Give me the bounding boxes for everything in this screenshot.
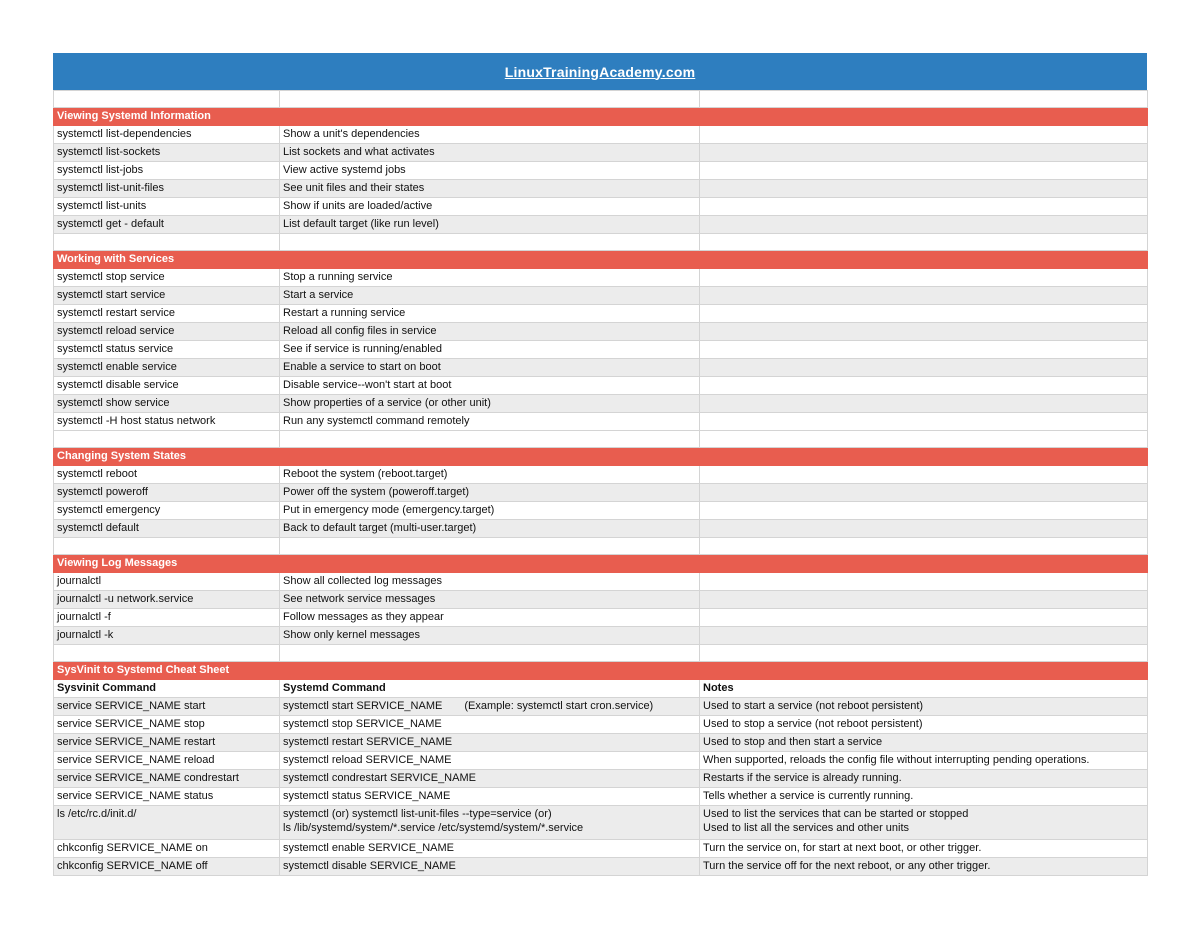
blank-row	[54, 645, 1148, 662]
systemd-command: systemctl restart SERVICE_NAME	[283, 736, 453, 748]
notes-text: Used to stop and then start a service	[703, 736, 883, 748]
section-title: Working with Services	[54, 251, 1148, 269]
table-row	[54, 627, 1148, 645]
systemd-cell	[280, 840, 700, 858]
empty-cell	[700, 609, 1148, 627]
empty-cell	[54, 91, 280, 108]
command-cell: systemctl -H host status network	[54, 413, 280, 431]
empty-cell	[700, 538, 1148, 555]
command-cell: systemctl reboot	[54, 466, 280, 484]
table-row	[54, 269, 1148, 287]
empty-cell	[700, 216, 1148, 234]
notes-cell	[700, 806, 1148, 840]
notes-text: Tells whether a service is currently running.	[703, 790, 914, 802]
description-cell: Put in emergency mode (emergency.target)	[280, 502, 700, 520]
empty-cell	[700, 323, 1148, 341]
systemd-cell	[280, 788, 700, 806]
notes-cell	[700, 858, 1148, 876]
description-cell: Follow messages as they appear	[280, 609, 700, 627]
table-row	[54, 466, 1148, 484]
empty-cell	[700, 431, 1148, 448]
table-row	[54, 323, 1148, 341]
empty-cell	[700, 520, 1148, 538]
notes-cell	[700, 788, 1148, 806]
description-cell: Show if units are loaded/active	[280, 198, 700, 216]
empty-cell	[280, 645, 700, 662]
table-row	[54, 162, 1148, 180]
sysvinit-cell: service SERVICE_NAME stop	[54, 716, 280, 734]
table-row	[54, 591, 1148, 609]
empty-cell	[54, 645, 280, 662]
systemd-cell	[280, 858, 700, 876]
empty-cell	[700, 91, 1148, 108]
sysvinit-cell: chkconfig SERVICE_NAME on	[54, 840, 280, 858]
description-cell: List default target (like run level)	[280, 216, 700, 234]
table-row	[54, 520, 1148, 538]
empty-cell	[700, 305, 1148, 323]
table-row	[54, 341, 1148, 359]
section-title: Changing System States	[54, 448, 1148, 466]
section-title: Viewing Systemd Information	[54, 108, 1148, 126]
empty-cell	[700, 180, 1148, 198]
table-row	[54, 216, 1148, 234]
table-row	[54, 573, 1148, 591]
command-cell: systemctl enable service	[54, 359, 280, 377]
empty-cell	[54, 431, 280, 448]
sysvinit-cell: ls /etc/rc.d/init.d/	[54, 806, 280, 840]
sysvinit-cell: service SERVICE_NAME restart	[54, 734, 280, 752]
description-cell: Enable a service to start on boot	[280, 359, 700, 377]
empty-cell	[700, 466, 1148, 484]
blank-row	[54, 91, 1148, 108]
command-cell: journalctl -f	[54, 609, 280, 627]
description-cell: Start a service	[280, 287, 700, 305]
table-row	[54, 840, 1148, 858]
systemd-cell	[280, 716, 700, 734]
empty-cell	[54, 234, 280, 251]
command-cell: systemctl show service	[54, 395, 280, 413]
systemd-cell	[280, 734, 700, 752]
table-row	[54, 858, 1148, 876]
description-cell: Show a unit's dependencies	[280, 126, 700, 144]
section-header	[54, 108, 1148, 126]
table-row	[54, 484, 1148, 502]
description-cell: Reboot the system (reboot.target)	[280, 466, 700, 484]
empty-cell	[700, 484, 1148, 502]
notes-text: Used to list the services that can be started or stopped	[703, 808, 969, 820]
description-cell: Stop a running service	[280, 269, 700, 287]
systemd-example: (Example: systemctl start cron.service)	[464, 700, 654, 712]
description-cell: Show only kernel messages	[280, 627, 700, 645]
notes-text: Turn the service off for the next reboot, or any other trigger.	[703, 860, 991, 872]
command-cell: systemctl list-dependencies	[54, 126, 280, 144]
section-header	[54, 662, 1148, 680]
command-cell: systemctl list-jobs	[54, 162, 280, 180]
table-row	[54, 788, 1148, 806]
empty-cell	[700, 144, 1148, 162]
empty-cell	[280, 91, 700, 108]
empty-cell	[700, 287, 1148, 305]
command-cell: systemctl get - default	[54, 216, 280, 234]
notes-cell	[700, 840, 1148, 858]
description-cell: Disable service--won't start at boot	[280, 377, 700, 395]
notes-text: Turn the service on, for start at next boot, or other trigger.	[703, 842, 982, 854]
systemd-command: systemctl status SERVICE_NAME	[283, 790, 451, 802]
notes-text: Restarts if the service is already running.	[703, 772, 902, 784]
command-cell: systemctl list-unit-files	[54, 180, 280, 198]
empty-cell	[700, 502, 1148, 520]
systemd-cell	[280, 770, 700, 788]
description-cell: Show all collected log messages	[280, 573, 700, 591]
systemd-command-line2: ls /lib/systemd/system/*.service /etc/systemd/system/*.service	[283, 822, 584, 834]
command-cell: journalctl	[54, 573, 280, 591]
empty-cell	[700, 395, 1148, 413]
empty-cell	[700, 627, 1148, 645]
table-row	[54, 126, 1148, 144]
empty-cell	[54, 538, 280, 555]
systemd-command: systemctl stop SERVICE_NAME	[283, 718, 442, 730]
table-row	[54, 698, 1148, 716]
systemd-command: systemctl (or) systemctl list-unit-files --type=service (or)	[283, 808, 552, 820]
command-cell: systemctl emergency	[54, 502, 280, 520]
cheat-table	[53, 90, 1148, 876]
empty-cell	[700, 413, 1148, 431]
notes-text-line2: Used to list all the services and other units	[703, 822, 910, 834]
column-header-row	[54, 680, 1148, 698]
description-cell: See unit files and their states	[280, 180, 700, 198]
description-cell: Power off the system (poweroff.target)	[280, 484, 700, 502]
column-header: Systemd Command	[280, 680, 700, 698]
command-cell: systemctl reload service	[54, 323, 280, 341]
table-row	[54, 770, 1148, 788]
table-row	[54, 305, 1148, 323]
description-cell: See network service messages	[280, 591, 700, 609]
description-cell: Run any systemctl command remotely	[280, 413, 700, 431]
command-cell: systemctl disable service	[54, 377, 280, 395]
command-cell: systemctl status service	[54, 341, 280, 359]
systemd-cell	[280, 806, 700, 840]
empty-cell	[700, 377, 1148, 395]
empty-cell	[700, 341, 1148, 359]
empty-cell	[700, 573, 1148, 591]
site-link[interactable]: LinuxTrainingAcademy.com	[504, 63, 696, 80]
blank-row	[54, 538, 1148, 555]
description-cell: View active systemd jobs	[280, 162, 700, 180]
empty-cell	[700, 269, 1148, 287]
table-row	[54, 377, 1148, 395]
command-cell: journalctl -k	[54, 627, 280, 645]
table-row	[54, 806, 1148, 840]
table-body	[54, 91, 1148, 876]
table-row	[54, 144, 1148, 162]
command-cell: systemctl start service	[54, 287, 280, 305]
description-cell: List sockets and what activates	[280, 144, 700, 162]
notes-cell	[700, 770, 1148, 788]
notes-cell	[700, 716, 1148, 734]
systemd-command: systemctl start SERVICE_NAME	[283, 700, 443, 712]
command-cell: systemctl restart service	[54, 305, 280, 323]
column-header: Notes	[700, 680, 1148, 698]
notes-text: When supported, reloads the config file without interrupting pending operations.	[703, 754, 1090, 766]
section-header	[54, 448, 1148, 466]
table-row	[54, 198, 1148, 216]
table-row	[54, 734, 1148, 752]
sysvinit-cell: service SERVICE_NAME status	[54, 788, 280, 806]
command-cell: systemctl list-sockets	[54, 144, 280, 162]
systemd-command: systemctl disable SERVICE_NAME	[283, 860, 456, 872]
description-cell: See if service is running/enabled	[280, 341, 700, 359]
systemd-command: systemctl condrestart SERVICE_NAME	[283, 772, 476, 784]
command-cell: systemctl list-units	[54, 198, 280, 216]
systemd-command: systemctl enable SERVICE_NAME	[283, 842, 454, 854]
empty-cell	[700, 645, 1148, 662]
sysvinit-cell: service SERVICE_NAME start	[54, 698, 280, 716]
table-row	[54, 180, 1148, 198]
command-cell: systemctl default	[54, 520, 280, 538]
description-cell: Restart a running service	[280, 305, 700, 323]
notes-text: Used to stop a service (not reboot persistent)	[703, 718, 923, 730]
notes-cell	[700, 734, 1148, 752]
blank-row	[54, 234, 1148, 251]
systemd-cell	[280, 698, 700, 716]
empty-cell	[700, 359, 1148, 377]
notes-text: Used to start a service (not reboot persistent)	[703, 700, 924, 712]
sysvinit-cell: service SERVICE_NAME reload	[54, 752, 280, 770]
table-row	[54, 716, 1148, 734]
sysvinit-cell: chkconfig SERVICE_NAME off	[54, 858, 280, 876]
notes-cell	[700, 698, 1148, 716]
section-header	[54, 251, 1148, 269]
table-row	[54, 502, 1148, 520]
cheat-sheet	[53, 53, 1147, 876]
sysvinit-cell: service SERVICE_NAME condrestart	[54, 770, 280, 788]
table-row	[54, 359, 1148, 377]
empty-cell	[700, 591, 1148, 609]
command-cell: journalctl -u network.service	[54, 591, 280, 609]
blank-row	[54, 431, 1148, 448]
empty-cell	[280, 538, 700, 555]
empty-cell	[700, 162, 1148, 180]
section-title: Viewing Log Messages	[54, 555, 1148, 573]
description-cell: Show properties of a service (or other unit)	[280, 395, 700, 413]
table-row	[54, 413, 1148, 431]
description-cell: Reload all config files in service	[280, 323, 700, 341]
section-title: SysVinit to Systemd Cheat Sheet	[54, 662, 1148, 680]
empty-cell	[280, 234, 700, 251]
systemd-cell	[280, 752, 700, 770]
command-cell: systemctl poweroff	[54, 484, 280, 502]
empty-cell	[700, 126, 1148, 144]
empty-cell	[280, 431, 700, 448]
table-row	[54, 395, 1148, 413]
table-row	[54, 609, 1148, 627]
description-cell: Back to default target (multi-user.target)	[280, 520, 700, 538]
section-header	[54, 555, 1148, 573]
empty-cell	[700, 198, 1148, 216]
empty-cell	[700, 234, 1148, 251]
command-cell: systemctl stop service	[54, 269, 280, 287]
table-row	[54, 752, 1148, 770]
notes-cell	[700, 752, 1148, 770]
title-banner	[53, 53, 1147, 90]
systemd-command: systemctl reload SERVICE_NAME	[283, 754, 452, 766]
column-header: Sysvinit Command	[54, 680, 280, 698]
table-row	[54, 287, 1148, 305]
